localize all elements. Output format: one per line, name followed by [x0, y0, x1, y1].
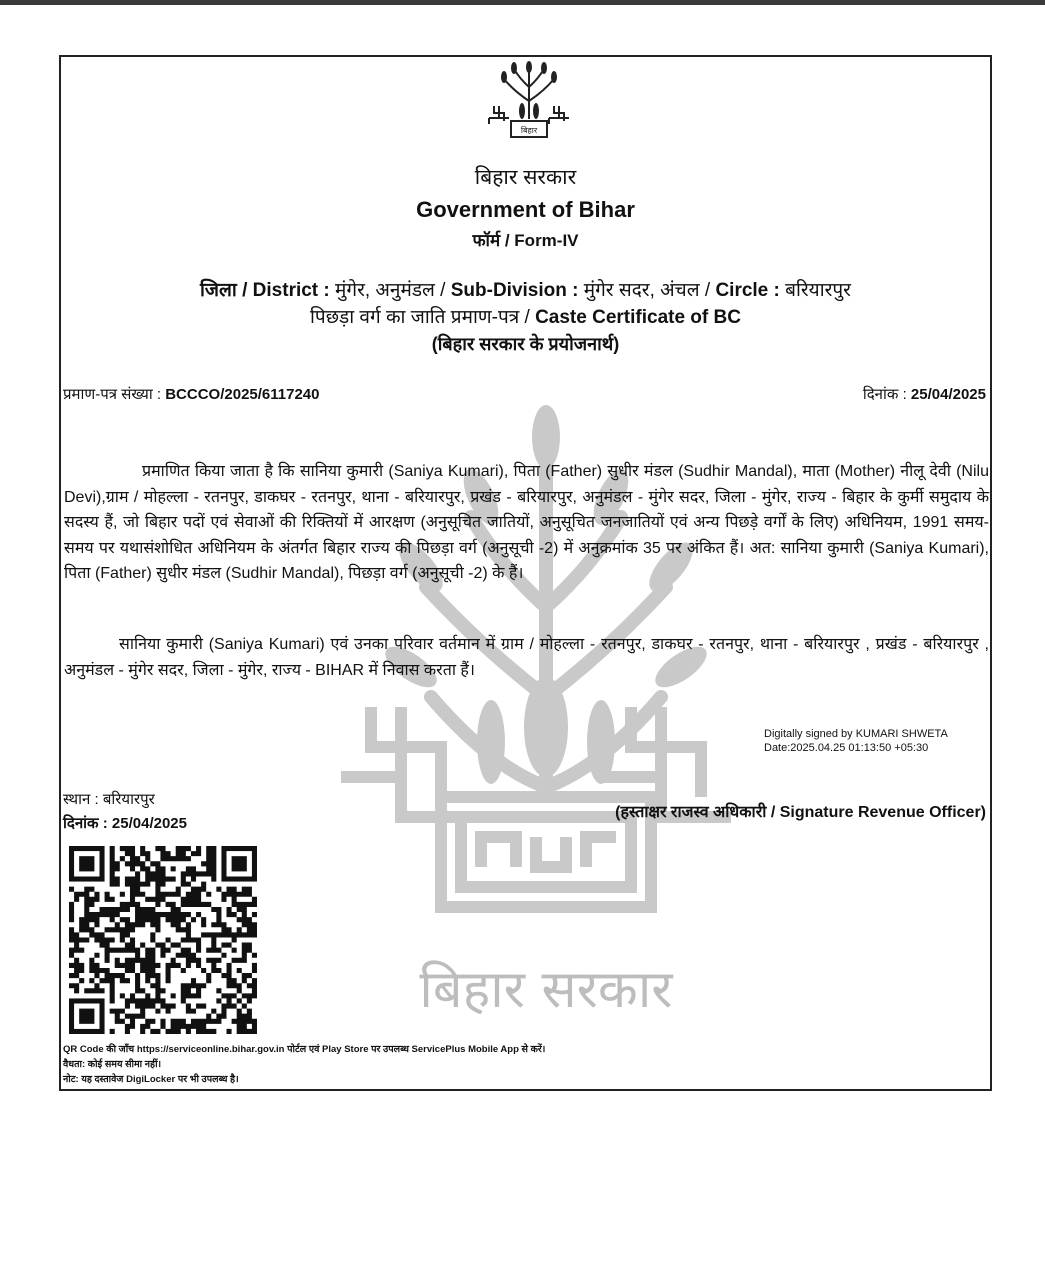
certificate-document	[59, 55, 992, 1091]
certification-paragraph: प्रमाणित किया जाता है कि सानिया कुमारी (Saniya Kumari), पिता (Father) सुधीर मंडल (Sudhir Mandal), माता (Mother) नीलू देवी (Nilu Devi),ग्राम / मोहल्ला - रतनपुर, डाकघर - रतनपुर, थाना - बरियारपुर, प्रखंड - बरियारपुर, अनुमंडल - मुंगेर सदर, जिला - मुंगेर, राज्य - बिहार के कुर्मी समुदाय के सदस्य हैं, जो बिहार पदों एवं सेवाओं की रिक्तियों में आरक्षण (अनुसूचित जातियों, अनुसूचित जनजातियों एवं अन्य पिछड़े वर्गों के लिए) अधिनियम, 1991 समय-समय पर यथासंशोधित अधिनियम के अंतर्गत बिहार राज्य की पिछड़ा वर्ग (अनुसूची -2) में अनुक्रमांक 35 पर अंकित हैं। अत: सानिया कुमारी (Saniya Kumari), पिता (Father) सुधीर मंडल (Sudhir Mandal), पिछड़ा वर्ग (अनुसूची -2) के हैं।	[64, 463, 989, 583]
circle-label: Circle :	[715, 280, 780, 301]
bihar-emblem-icon	[484, 61, 574, 141]
certificate-number	[63, 384, 320, 404]
subdivision-label: Sub-Division :	[450, 280, 579, 301]
place-date-line	[63, 812, 187, 836]
digital-signature-signer: Digitally signed by KUMARI SHWETA	[764, 728, 948, 740]
certificate-purpose: (बिहार सरकार के प्रयोजनार्थ)	[431, 334, 620, 354]
government-title: Government of Bihar	[416, 197, 635, 222]
footer-validity: वैधता: कोई समय सीमा नहीं।	[63, 1059, 162, 1070]
place-line	[63, 788, 187, 812]
issue-date	[863, 384, 986, 404]
certificate-type-english: Caste Certificate of BC	[535, 307, 741, 328]
top-bar	[0, 0, 1045, 5]
circle-value: बरियारपुर	[785, 280, 851, 301]
district-label: जिला / District :	[200, 280, 330, 301]
residence-paragraph: सानिया कुमारी (Saniya Kumari) एवं उनका परिवार वर्तमान में ग्राम / मोहल्ला - रतनपुर, डाकघर - रतनपुर, थाना - बरियारपुर , प्रखंड - बरियारपुर , अनुमंडल - मुंगेर सदर, जिला - मुंगेर, राज्य - BIHAR में निवास करता हैं।	[64, 636, 989, 679]
place-date-value: 25/04/2025	[111, 815, 187, 832]
emblem-inner-text: बिहार	[520, 126, 538, 135]
issue-date-value: 25/04/2025	[910, 386, 986, 403]
certificate-number-value: BCCCO/2025/6117240	[165, 386, 320, 403]
place-date-label: दिनांक :	[63, 815, 108, 832]
certificate-number-label: प्रमाण-पत्र संख्या :	[63, 386, 162, 403]
form-number: फॉर्म / Form-IV	[472, 231, 579, 250]
hindi-title: बिहार सरकार	[474, 166, 577, 189]
signature-revenue-officer: (हस्ताक्षर राजस्व अधिकारी / Signature Revenue Officer)	[615, 804, 986, 821]
district-line	[61, 276, 990, 302]
watermark-text: बिहार सरकार	[419, 960, 673, 1020]
issue-date-label: दिनांक :	[862, 386, 907, 403]
district-value: मुंगेर, अनुमंडल /	[335, 280, 446, 301]
digital-signature	[764, 727, 948, 755]
place-value: बरियारपुर	[102, 791, 155, 808]
digital-signature-date: Date:2025.04.25 01:13:50 +05:30	[764, 742, 929, 754]
qr-code-icon	[69, 846, 257, 1034]
footer-digilocker-note: नोट: यह दस्तावेज DigiLocker पर भी उपलब्ध है।	[63, 1074, 239, 1085]
place-date-block	[63, 788, 187, 836]
footer-qr-note: QR Code की जाँच https://serviceonline.bihar.gov.in पोर्टल एवं Play Store पर उपलब्ध ServicePlus Mobile App से करें।	[63, 1044, 546, 1055]
certificate-type-hindi: पिछड़ा वर्ग का जाति प्रमाण-पत्र /	[310, 307, 530, 328]
certificate-type	[61, 303, 990, 329]
place-label: स्थान :	[63, 791, 99, 808]
subdivision-value: मुंगेर सदर, अंचल /	[583, 280, 711, 301]
footer-notes	[63, 1042, 545, 1087]
